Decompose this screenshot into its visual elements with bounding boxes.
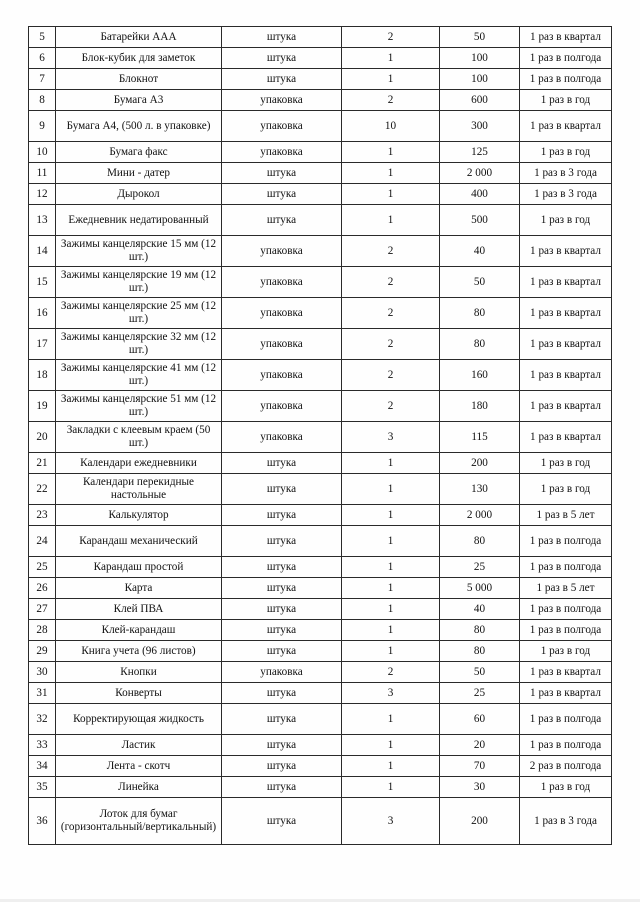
table-row [29, 662, 612, 683]
row-number-cell: 35 [29, 777, 56, 798]
row-number-cell: 32 [29, 704, 56, 735]
unit-cell: штука [222, 578, 342, 599]
table-row [29, 641, 612, 662]
frequency-cell: 1 раз в 3 года [520, 163, 612, 184]
quantity-cell: 2 [342, 267, 440, 298]
table-row [29, 236, 612, 267]
price-cell: 40 [440, 236, 520, 267]
frequency-cell: 1 раз в квартал [520, 662, 612, 683]
unit-cell: штука [222, 599, 342, 620]
item-name-cell: Зажимы канцелярские 51 мм (12 шт.) [56, 391, 222, 422]
unit-cell: упаковка [222, 111, 342, 142]
price-cell: 70 [440, 756, 520, 777]
item-name-cell: Клей ПВА [56, 599, 222, 620]
table-row [29, 735, 612, 756]
frequency-cell: 1 раз в 3 года [520, 798, 612, 845]
item-name-cell: Карандаш механический [56, 526, 222, 557]
price-cell: 50 [440, 27, 520, 48]
item-name-cell: Линейка [56, 777, 222, 798]
quantity-cell: 2 [342, 90, 440, 111]
supplies-table [28, 26, 612, 845]
row-number-cell: 9 [29, 111, 56, 142]
quantity-cell: 1 [342, 777, 440, 798]
table-row [29, 163, 612, 184]
item-name-cell: Блокнот [56, 69, 222, 90]
price-cell: 80 [440, 641, 520, 662]
table-row [29, 205, 612, 236]
unit-cell: штука [222, 27, 342, 48]
price-cell: 200 [440, 798, 520, 845]
row-number-cell: 10 [29, 142, 56, 163]
row-number-cell: 11 [29, 163, 56, 184]
table-row [29, 620, 612, 641]
price-cell: 130 [440, 474, 520, 505]
table-row [29, 48, 612, 69]
unit-cell: упаковка [222, 422, 342, 453]
item-name-cell: Клей-карандаш [56, 620, 222, 641]
item-name-cell: Бумага факс [56, 142, 222, 163]
item-name-cell: Календари перекидные настольные [56, 474, 222, 505]
unit-cell: штука [222, 756, 342, 777]
quantity-cell: 2 [342, 27, 440, 48]
unit-cell: штука [222, 205, 342, 236]
unit-cell: штука [222, 641, 342, 662]
price-cell: 20 [440, 735, 520, 756]
table-row [29, 557, 612, 578]
item-name-cell: Бумага А4, (500 л. в упаковке) [56, 111, 222, 142]
price-cell: 25 [440, 557, 520, 578]
quantity-cell: 3 [342, 798, 440, 845]
table-row [29, 267, 612, 298]
table-row [29, 578, 612, 599]
item-name-cell: Закладки с клеевым краем (50 шт.) [56, 422, 222, 453]
unit-cell: штука [222, 505, 342, 526]
item-name-cell: Зажимы канцелярские 41 мм (12 шт.) [56, 360, 222, 391]
item-name-cell: Ежедневник недатированный [56, 205, 222, 236]
price-cell: 2 000 [440, 505, 520, 526]
item-name-cell: Блок-кубик для заметок [56, 48, 222, 69]
frequency-cell: 1 раз в полгода [520, 620, 612, 641]
unit-cell: упаковка [222, 329, 342, 360]
table-row [29, 526, 612, 557]
unit-cell: упаковка [222, 360, 342, 391]
row-number-cell: 27 [29, 599, 56, 620]
unit-cell: штука [222, 777, 342, 798]
frequency-cell: 2 раз в полгода [520, 756, 612, 777]
price-cell: 160 [440, 360, 520, 391]
quantity-cell: 1 [342, 205, 440, 236]
item-name-cell: Книга учета (96 листов) [56, 641, 222, 662]
unit-cell: упаковка [222, 391, 342, 422]
table-row [29, 422, 612, 453]
row-number-cell: 21 [29, 453, 56, 474]
price-cell: 200 [440, 453, 520, 474]
quantity-cell: 1 [342, 505, 440, 526]
table-row [29, 298, 612, 329]
row-number-cell: 26 [29, 578, 56, 599]
quantity-cell: 3 [342, 683, 440, 704]
unit-cell: штука [222, 735, 342, 756]
frequency-cell: 1 раз в год [520, 641, 612, 662]
quantity-cell: 1 [342, 526, 440, 557]
frequency-cell: 1 раз в полгода [520, 557, 612, 578]
unit-cell: упаковка [222, 236, 342, 267]
frequency-cell: 1 раз в квартал [520, 27, 612, 48]
quantity-cell: 1 [342, 599, 440, 620]
item-name-cell: Мини - датер [56, 163, 222, 184]
quantity-cell: 1 [342, 704, 440, 735]
row-number-cell: 29 [29, 641, 56, 662]
row-number-cell: 16 [29, 298, 56, 329]
price-cell: 2 000 [440, 163, 520, 184]
unit-cell: упаковка [222, 142, 342, 163]
table-row [29, 329, 612, 360]
table-row [29, 474, 612, 505]
quantity-cell: 1 [342, 474, 440, 505]
quantity-cell: 1 [342, 756, 440, 777]
unit-cell: упаковка [222, 298, 342, 329]
price-cell: 40 [440, 599, 520, 620]
table-row [29, 777, 612, 798]
quantity-cell: 1 [342, 48, 440, 69]
quantity-cell: 2 [342, 360, 440, 391]
table-row [29, 756, 612, 777]
row-number-cell: 31 [29, 683, 56, 704]
row-number-cell: 30 [29, 662, 56, 683]
row-number-cell: 22 [29, 474, 56, 505]
quantity-cell: 1 [342, 142, 440, 163]
row-number-cell: 5 [29, 27, 56, 48]
row-number-cell: 20 [29, 422, 56, 453]
frequency-cell: 1 раз в год [520, 142, 612, 163]
row-number-cell: 19 [29, 391, 56, 422]
unit-cell: штука [222, 557, 342, 578]
row-number-cell: 36 [29, 798, 56, 845]
quantity-cell: 1 [342, 184, 440, 205]
frequency-cell: 1 раз в квартал [520, 111, 612, 142]
quantity-cell: 2 [342, 298, 440, 329]
table-row [29, 90, 612, 111]
table-row [29, 704, 612, 735]
row-number-cell: 34 [29, 756, 56, 777]
row-number-cell: 13 [29, 205, 56, 236]
frequency-cell: 1 раз в квартал [520, 360, 612, 391]
table-row [29, 27, 612, 48]
frequency-cell: 1 раз в полгода [520, 69, 612, 90]
row-number-cell: 25 [29, 557, 56, 578]
row-number-cell: 6 [29, 48, 56, 69]
frequency-cell: 1 раз в квартал [520, 298, 612, 329]
frequency-cell: 1 раз в год [520, 90, 612, 111]
row-number-cell: 23 [29, 505, 56, 526]
unit-cell: штука [222, 620, 342, 641]
unit-cell: штука [222, 683, 342, 704]
item-name-cell: Зажимы канцелярские 25 мм (12 шт.) [56, 298, 222, 329]
unit-cell: штука [222, 184, 342, 205]
item-name-cell: Карта [56, 578, 222, 599]
quantity-cell: 2 [342, 662, 440, 683]
price-cell: 100 [440, 48, 520, 69]
unit-cell: упаковка [222, 267, 342, 298]
price-cell: 60 [440, 704, 520, 735]
quantity-cell: 2 [342, 236, 440, 267]
item-name-cell: Бумага А3 [56, 90, 222, 111]
price-cell: 50 [440, 267, 520, 298]
row-number-cell: 17 [29, 329, 56, 360]
row-number-cell: 33 [29, 735, 56, 756]
item-name-cell: Карандаш простой [56, 557, 222, 578]
quantity-cell: 10 [342, 111, 440, 142]
row-number-cell: 12 [29, 184, 56, 205]
row-number-cell: 7 [29, 69, 56, 90]
item-name-cell: Конверты [56, 683, 222, 704]
row-number-cell: 24 [29, 526, 56, 557]
row-number-cell: 28 [29, 620, 56, 641]
price-cell: 500 [440, 205, 520, 236]
price-cell: 80 [440, 298, 520, 329]
price-cell: 600 [440, 90, 520, 111]
frequency-cell: 1 раз в полгода [520, 704, 612, 735]
frequency-cell: 1 раз в полгода [520, 526, 612, 557]
price-cell: 80 [440, 526, 520, 557]
quantity-cell: 1 [342, 557, 440, 578]
frequency-cell: 1 раз в 3 года [520, 184, 612, 205]
unit-cell: штука [222, 48, 342, 69]
quantity-cell: 1 [342, 641, 440, 662]
table-row [29, 391, 612, 422]
price-cell: 400 [440, 184, 520, 205]
row-number-cell: 14 [29, 236, 56, 267]
price-cell: 80 [440, 329, 520, 360]
table-row [29, 798, 612, 845]
frequency-cell: 1 раз в полгода [520, 599, 612, 620]
frequency-cell: 1 раз в квартал [520, 236, 612, 267]
price-cell: 180 [440, 391, 520, 422]
quantity-cell: 1 [342, 69, 440, 90]
quantity-cell: 1 [342, 620, 440, 641]
frequency-cell: 1 раз в квартал [520, 267, 612, 298]
table-row [29, 599, 612, 620]
price-cell: 125 [440, 142, 520, 163]
item-name-cell: Калькулятор [56, 505, 222, 526]
price-cell: 25 [440, 683, 520, 704]
table-row [29, 683, 612, 704]
frequency-cell: 1 раз в год [520, 205, 612, 236]
quantity-cell: 1 [342, 163, 440, 184]
table-row [29, 505, 612, 526]
item-name-cell: Ластик [56, 735, 222, 756]
frequency-cell: 1 раз в 5 лет [520, 578, 612, 599]
frequency-cell: 1 раз в полгода [520, 735, 612, 756]
price-cell: 100 [440, 69, 520, 90]
unit-cell: штука [222, 526, 342, 557]
unit-cell: штука [222, 474, 342, 505]
frequency-cell: 1 раз в год [520, 777, 612, 798]
unit-cell: упаковка [222, 662, 342, 683]
price-cell: 115 [440, 422, 520, 453]
row-number-cell: 15 [29, 267, 56, 298]
table-row [29, 360, 612, 391]
quantity-cell: 2 [342, 329, 440, 360]
item-name-cell: Дырокол [56, 184, 222, 205]
table-row [29, 69, 612, 90]
quantity-cell: 1 [342, 453, 440, 474]
unit-cell: штука [222, 798, 342, 845]
unit-cell: упаковка [222, 90, 342, 111]
quantity-cell: 1 [342, 578, 440, 599]
frequency-cell: 1 раз в квартал [520, 422, 612, 453]
unit-cell: штука [222, 704, 342, 735]
item-name-cell: Лента - скотч [56, 756, 222, 777]
row-number-cell: 18 [29, 360, 56, 391]
quantity-cell: 2 [342, 391, 440, 422]
price-cell: 80 [440, 620, 520, 641]
frequency-cell: 1 раз в квартал [520, 683, 612, 704]
table-row [29, 453, 612, 474]
unit-cell: штука [222, 453, 342, 474]
frequency-cell: 1 раз в год [520, 474, 612, 505]
price-cell: 300 [440, 111, 520, 142]
row-number-cell: 8 [29, 90, 56, 111]
item-name-cell: Календари ежедневники [56, 453, 222, 474]
table-body [29, 27, 612, 845]
frequency-cell: 1 раз в квартал [520, 329, 612, 360]
table-row [29, 142, 612, 163]
price-cell: 5 000 [440, 578, 520, 599]
item-name-cell: Лоток для бумаг (горизонтальный/вертикальный) [56, 798, 222, 845]
frequency-cell: 1 раз в 5 лет [520, 505, 612, 526]
quantity-cell: 3 [342, 422, 440, 453]
table-row [29, 184, 612, 205]
quantity-cell: 1 [342, 735, 440, 756]
item-name-cell: Зажимы канцелярские 32 мм (12 шт.) [56, 329, 222, 360]
frequency-cell: 1 раз в квартал [520, 391, 612, 422]
item-name-cell: Батарейки ААА [56, 27, 222, 48]
item-name-cell: Зажимы канцелярские 15 мм (12 шт.) [56, 236, 222, 267]
price-cell: 50 [440, 662, 520, 683]
item-name-cell: Кнопки [56, 662, 222, 683]
item-name-cell: Корректирующая жидкость [56, 704, 222, 735]
item-name-cell: Зажимы канцелярские 19 мм (12 шт.) [56, 267, 222, 298]
frequency-cell: 1 раз в год [520, 453, 612, 474]
frequency-cell: 1 раз в полгода [520, 48, 612, 69]
price-cell: 30 [440, 777, 520, 798]
unit-cell: штука [222, 163, 342, 184]
table-row [29, 111, 612, 142]
unit-cell: штука [222, 69, 342, 90]
